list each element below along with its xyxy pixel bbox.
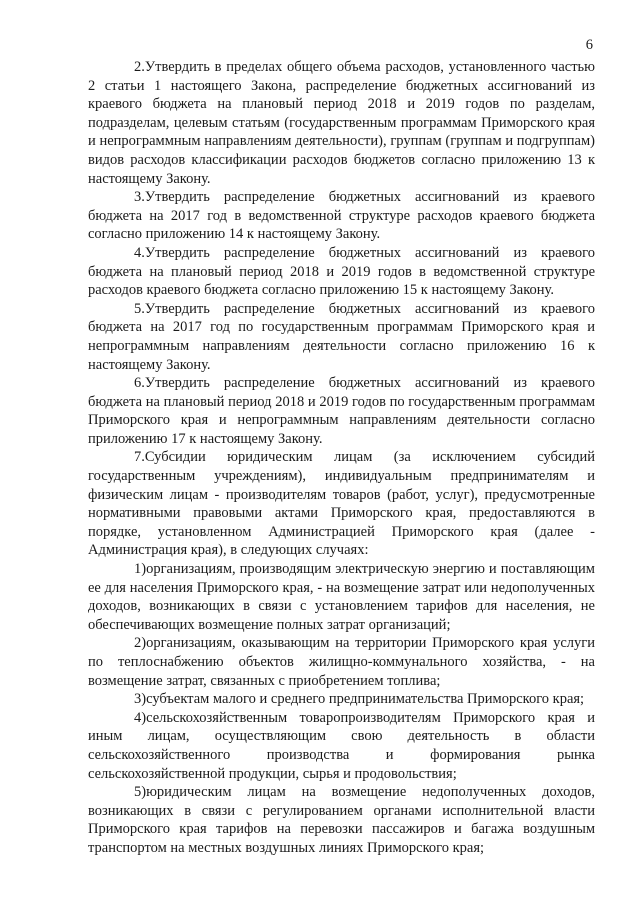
page-number: 6 [585, 37, 593, 53]
paragraph-item-5: 5.Утвердить распределение бюджетных ассигнований из краевого бюджета на 2017 год по государственным программам Приморского края и непрограммным направлениям деятельности согласно приложению 16 к настоящему Закону. [88, 300, 595, 373]
subitem-3: 3)субъектам малого и среднего предпринимательства Приморского края; [134, 691, 585, 708]
paragraph-item-7: 7.Субсидии юридическим лицам (за исключением субсидий государственным учреждениям), индивидуальным предпринимателям и физическим лицам - производителям товаров (работ, услуг), предусмотренные нормативными правовыми актами Приморского края, предоставляются в порядке, установленном Администрацией Приморского края (далее - Администрация края), в следующих случаях: [88, 449, 595, 559]
paragraph-item-4: 4.Утвердить распределение бюджетных ассигнований из краевого бюджета на плановый период 2018 и 2019 годов в ведомственной структуре расходов краевого бюджета согласно приложению 15 к настоящему Закону. [88, 244, 595, 299]
subitem-2: 2)организациям, оказывающим на территории Приморского края услуги по теплоснабжению объектов жилищно-коммунального хозяйства, - на возмещение затрат, связанных с приобретением топлива; [88, 635, 595, 689]
document-body [88, 58, 595, 858]
subitem-1: 1)организациям, производящим электрическую энергию и поставляющим ее для населения Приморского края, - на возмещение затрат или недополученных доходов, возникающих в связи с установлением тарифов для населения, не обеспечивающих возмещение полных затрат организаций; [88, 561, 595, 633]
paragraph-item-6: 6.Утвердить распределение бюджетных ассигнований из краевого бюджета на плановый период 2018 и 2019 годов по государственным программам Приморского края и непрограммным направлениям деятельности согласно приложению 17 к настоящему Закону. [88, 375, 595, 447]
subitem-4: 4)сельскохозяйственным товаропроизводителям Приморского края и иным лицам, осуществляющим свою деятельность в области сельскохозяйственного производства и формирования рынка сельскохозяйственной продукции, сырья и продовольствия; [88, 709, 595, 782]
paragraph-item-2: 2.Утвердить в пределах общего объема расходов, установленного частью 2 статьи 1 настоящего Закона, распределение бюджетных ассигнований из краевого бюджета на плановый период 2018 и 2019 годов по разделам, подразделам, целевым статьям (государственным программам Приморского края и непрограммным направлениям деятельности), группам (группам и подгруппам) видов расходов классификации расходов бюджетов согласно приложению 13 к настоящему Закону. [88, 59, 595, 187]
paragraph-item-3: 3.Утвердить распределение бюджетных ассигнований из краевого бюджета на 2017 год в ведомственной структуре расходов краевого бюджета согласно приложению 14 к настоящему Закону. [88, 189, 595, 243]
subitem-5: 5)юридическим лицам на возмещение недополученных доходов, возникающих в связи с регулированием органами исполнительной власти Приморского края тарифов на перевозки пассажиров и багажа воздушным транспортом на местных воздушных линиях Приморского края; [88, 784, 595, 856]
